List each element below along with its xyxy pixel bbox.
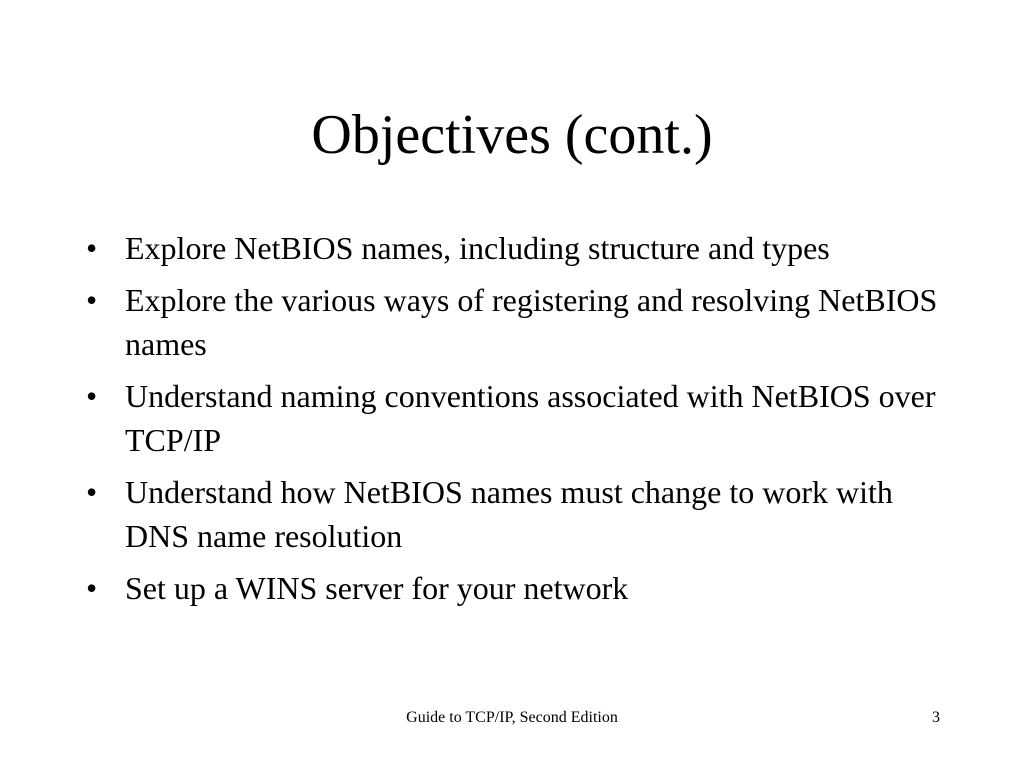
list-item xyxy=(86,470,946,558)
bullet-icon: • xyxy=(86,570,98,606)
slide-footer: Guide to TCP/IP, Second Edition xyxy=(406,709,618,726)
list-item-text: Explore the various ways of registering and resolving NetBIOS names xyxy=(125,282,938,362)
list-item xyxy=(86,566,946,610)
list-item xyxy=(86,374,946,462)
page-number: 3 xyxy=(932,709,940,726)
list-item-text: Understand how NetBIOS names must change to work with DNS name resolution xyxy=(125,474,893,554)
list-item xyxy=(86,278,946,366)
list-item-text: Explore NetBIOS names, including structure and types xyxy=(125,230,830,266)
slide-title: Objectives (cont.) xyxy=(311,104,713,166)
bullet-icon: • xyxy=(86,378,98,414)
list-item-text: Understand naming conventions associated with NetBIOS over TCP/IP xyxy=(125,378,936,458)
list-item-text: Set up a WINS server for your network xyxy=(125,570,629,606)
objectives-list xyxy=(86,226,946,618)
bullet-icon: • xyxy=(86,230,98,266)
list-item xyxy=(86,226,946,270)
bullet-icon: • xyxy=(86,282,98,318)
bullet-icon: • xyxy=(86,474,98,510)
